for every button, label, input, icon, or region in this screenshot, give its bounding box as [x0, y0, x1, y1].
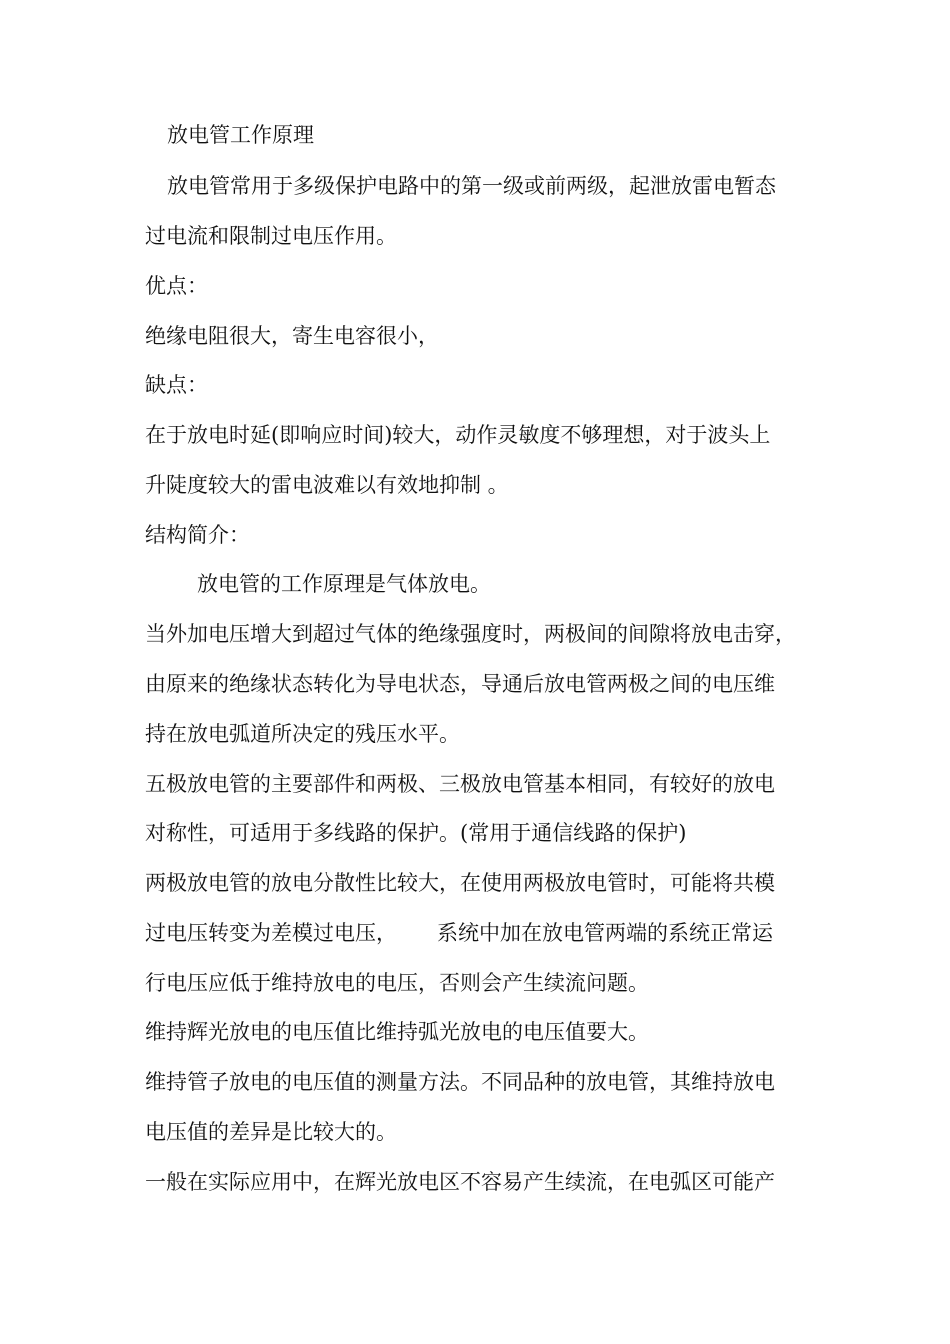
- paragraph-line: 过电压转变为差模过电压， 系统中加在放电管两端的系统正常运: [145, 921, 774, 945]
- paragraph-line: 五极放电管的主要部件和两极、三极放电管基本相同，有较好的放电: [145, 772, 775, 796]
- paragraph-line: 升陡度较大的雷电波难以有效地抑制 。: [145, 473, 509, 497]
- section-heading-advantages: 优点：: [145, 274, 208, 298]
- paragraph-line: 电压值的差异是比较大的。: [145, 1120, 397, 1144]
- paragraph-line: 由原来的绝缘状态转化为导电状态，导通后放电管两极之间的电压维: [145, 672, 775, 696]
- paragraph-line: 维持辉光放电的电压值比维持弧光放电的电压值要大。: [145, 1020, 649, 1044]
- paragraph-line: 维持管子放电的电压值的测量方法。不同品种的放电管，其维持放电: [145, 1070, 775, 1094]
- paragraph-line: 绝缘电阻很大，寄生电容很小，: [145, 324, 439, 348]
- paragraph-line: 放电管常用于多级保护电路中的第一级或前两级，起泄放雷电暂态: [167, 174, 776, 198]
- page-title: 放电管工作原理: [167, 123, 314, 147]
- paragraph-line: 一般在实际应用中，在辉光放电区不容易产生续流，在电弧区可能产: [145, 1170, 775, 1194]
- paragraph-line: 持在放电弧道所决定的残压水平。: [145, 722, 460, 746]
- paragraph-line: 在于放电时延(即响应时间)较大，动作灵敏度不够理想，对于波头上: [145, 423, 771, 447]
- section-heading-disadvantages: 缺点：: [145, 373, 208, 397]
- paragraph-line: 当外加电压增大到超过气体的绝缘强度时，两极间的间隙将放电击穿，: [145, 622, 796, 646]
- paragraph-line: 对称性，可适用于多线路的保护。(常用于通信线路的保护): [145, 821, 687, 845]
- paragraph-line: 放电管的工作原理是气体放电。: [197, 572, 491, 596]
- paragraph-line: 过电流和限制过电压作用。: [145, 224, 397, 248]
- section-heading-structure: 结构简介：: [145, 523, 250, 547]
- paragraph-line: 两极放电管的放电分散性比较大，在使用两极放电管时，可能将共模: [145, 871, 775, 895]
- paragraph-line: 行电压应低于维持放电的电压，否则会产生续流问题。: [145, 971, 649, 995]
